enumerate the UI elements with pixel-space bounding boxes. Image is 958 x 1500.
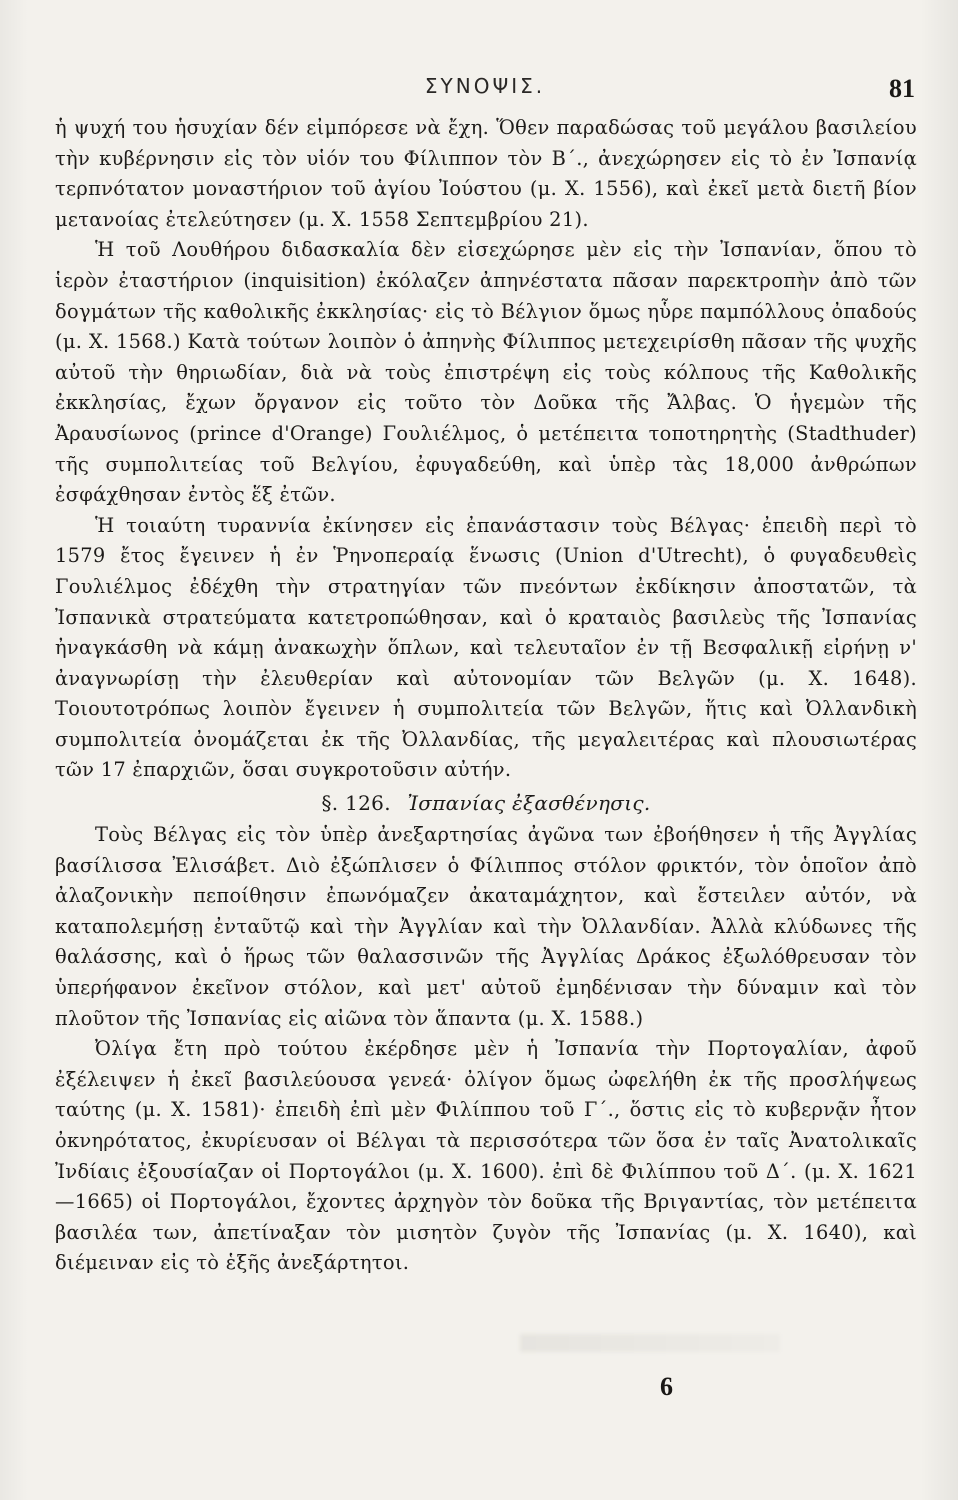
- section-number: §. 126.: [321, 791, 391, 816]
- paragraph-5: Ὀλίγα ἔτη πρὸ τούτου ἐκέρδησε μὲν ἡ Ἰσπανία τὴν Πορτογαλίαν, ἀφοῦ ἐξέλειψεν ἡ ἐκεῖ βασιλεύουσα γενεά· ὀλίγον ὅμως ὠφελήθη ἐκ τῆς προσλήψεως ταύτης (μ. Χ. 1581)· ἐπειδὴ ἐπὶ μὲν Φιλίππου τοῦ Γ΄., ὅστις εἰς τὸ κυβερνᾷν ἦτον ὀκνηρότατος, ἐκυρίευσαν οἱ Βέλγαι τὰ περισσότερα τῶν ὅσα ἐν ταῖς Ἀνατολικαῖς Ἰνδίαις ἐξουσίαζαν οἱ Πορτογάλοι (μ. Χ. 1600). ἐπὶ δὲ Φιλίππου τοῦ Δ΄. (μ. Χ. 1621—1665) οἱ Πορτογάλοι, ἔχοντες ἀρχηγὸν τὸν δοῦκα τῆς Βριγαντίας, τὸν μετέπειτα βασιλέα των, ἀπετίναξαν τὸν μισητὸν ζυγὸν τῆς Ἰσπανίας (μ. Χ. 1640), καὶ διέμειναν εἰς τὸ ἑξῆς ἀνεξάρτητοι.: [55, 1037, 917, 1275]
- running-title: ΣΥΝΟΨΙΣ.: [424, 74, 546, 98]
- paragraph-3: Ἡ τοιαύτη τυραννία ἐκίνησεν εἰς ἐπανάστασιν τοὺς Βέλγας· ἐπειδὴ περὶ τὸ 1579 ἔτος ἔγεινεν ἡ ἐν Ῥηνοπεραίᾳ ἕνωσις (Union d'Utrecht), ὁ φυγαδευθεὶς Γουλιέλμος ἐδέχθη τὴν στρατηγίαν τῶν πνεόντων ἐκδίκησιν ἀποστατῶν, τὰ Ἰσπανικὰ στρατεύματα κατετροπώθησαν, καὶ ὁ κραταιὸς βασιλεὺς τῆς Ἰσπανίας ἠναγκάσθη νὰ κάμῃ ἀνακωχὴν ὅπλων, καὶ τελευταῖον ἐν τῇ Βεσφαλικῇ εἰρήνῃ ν' ἀναγνωρίσῃ τὴν ἐλευθερίαν καὶ αὐτονομίαν τῶν Βελγῶν (μ. Χ. 1648). Τοιουτοτρόπως λοιπὸν ἔγεινεν ἡ συμπολιτεία τῶν Βελγῶν, ἥτις καὶ Ὀλλανδικὴ συμπολιτεία ὀνομάζεται ἐκ τῆς Ὀλλανδίας, τῆς μεγαλειτέρας καὶ πλουσιωτέρας τῶν 17 ἐπαρχιῶν, ὅσαι συγκροτοῦσιν αὐτήν.: [55, 513, 917, 782]
- paragraph-2: Ἡ τοῦ Λουθήρου διδασκαλία δὲν εἰσεχώρησε μὲν εἰς τὴν Ἰσπανίαν, ὅπου τὸ ἱερὸν ἐταστήριον (inquisition) ἐκόλαζεν ἀπηνέστατα πᾶσαν παρεκτροπὴν ἀπὸ τῶν δογμάτων τῆς καθολικῆς ἐκκλησίας· εἰς τὸ Βέλγιον ὅμως ηὗρε παμπόλλους ὀπαδούς (μ. Χ. 1568.) Κατὰ τούτων λοιπὸν ὁ ἀπηνὴς Φίλιππος μετεχειρίσθη πᾶσαν τῆς ψυχῆς αὐτοῦ τὴν θηριωδίαν, διὰ νὰ τοὺς ἐπιστρέψη εἰς τοὺς κόλπους τῆς Καθολικῆς ἐκκλησίας, ἔχων ὄργανον εἰς τοῦτο τὸν Δοῦκα τῆς Ἄλβας. Ὁ ἡγεμὼν τῆς Ἀραυσίωνος (prince d'Orange) Γουλιέλμος, ὁ μετέπειτα τοποτηρητὴς (Stadthuder) τῆς συμπολιτείας τοῦ Βελγίου, ἐφυγαδεύθη, καὶ ὑπὲρ τὰς 18,000 ἀνθρώπων ἐσφάχθησαν ἐντὸς ἕξ ἐτῶν.: [55, 238, 917, 507]
- section-heading: [55, 786, 917, 820]
- page-number: 81: [889, 74, 915, 103]
- paragraph-1: ἡ ψυχή του ἡσυχίαν δέν εἰμπόρεσε νὰ ἔχη. Ὅθεν παραδώσας τοῦ μεγάλου βασιλείου τὴν κυβέρνησιν εἰς τὸν υἱόν του Φίλιππον τὸν Β΄., ἀνεχώρησεν εἰς τὸ ἐν Ἰσπανίᾳ τερπνότατον μοναστήριον τοῦ ἁγίου Ἰούστου (μ. Χ. 1556), καὶ ἐκεῖ μετὰ διετῆ βίον μετανοίας ἐτελεύτησεν (μ. Χ. 1558 Σεπτεμβρίου 21).: [55, 116, 917, 231]
- show-through-smudge: [520, 1334, 780, 1352]
- section-title: Ἰσπανίας ἐξασθένησις.: [407, 791, 651, 816]
- running-head: [55, 74, 915, 108]
- paragraph-4: Τοὺς Βέλγας εἰς τὸν ὑπὲρ ἀνεξαρτησίας ἀγῶνα των ἐβοήθησεν ἡ τῆς Ἀγγλίας βασίλισσα Ἐλισάβετ. Διὸ ἐξώπλισεν ὁ Φίλιππος στόλον φρικτόν, τὸν ὁποῖον ἀπὸ ἀλαζονικὴν πεποίθησιν ἐπωνόμαζεν ἀκαταμάχητον, καὶ ἔστειλεν αὐτόν, νὰ καταπολεμήσῃ ἐνταῦτῷ καὶ τὴν Ἀγγλίαν καὶ τὴν Ὀλλανδίαν. Ἀλλὰ κλύδωνες τῆς θαλάσσης, καὶ ὁ ἥρως τῶν θαλασσινῶν τῆς Ἀγγλίας Δράκος ἐξωλόθρευσαν τὸν ὑπερήφανον ἐκεῖνον στόλον, καὶ μετ' αὐτοῦ ἐμηδένισαν τὴν δύναμιν καὶ τὸν πλοῦτον τῆς Ἰσπανίας εἰς αἰῶνα τὸν ἅπαντα (μ. Χ. 1588.): [55, 823, 917, 1030]
- signature-mark: 6: [660, 1372, 673, 1401]
- body-text: [55, 113, 917, 1279]
